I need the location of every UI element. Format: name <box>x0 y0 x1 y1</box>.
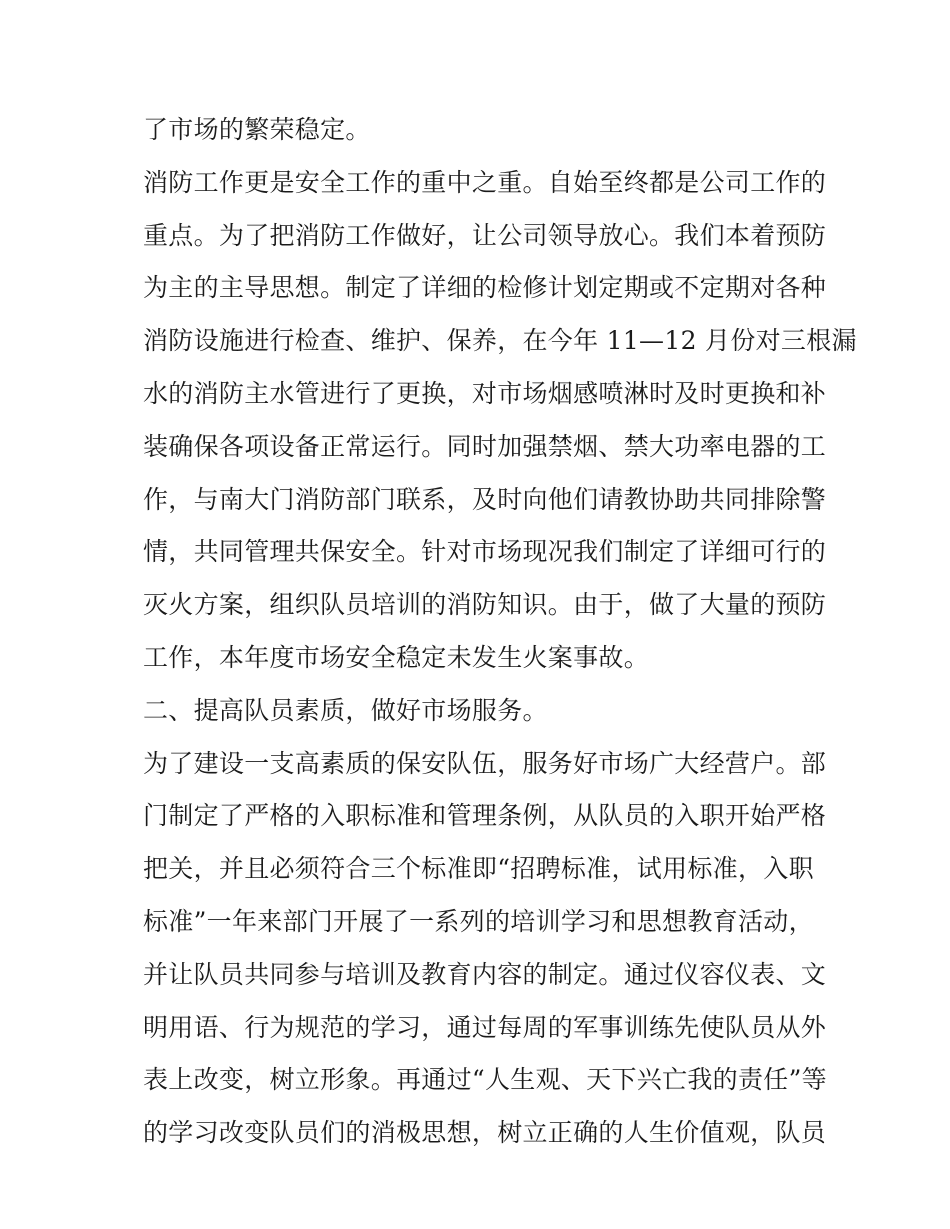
text-line: 工作，本年度市场安全稳定未发生火案事故。 <box>143 642 650 672</box>
text-line: 把关，并且必须符合三个标准即“招聘标准，试用标准，入职 <box>143 854 814 884</box>
text-line: 表上改变，树立形象。再通过“人生观、天下兴亡我的责任”等 <box>143 1065 827 1095</box>
text-line: 并让队员共同参与培训及教育内容的制定。通过仪容仪表、文 <box>143 959 827 989</box>
body-text <box>143 104 857 1160</box>
text-line: 水的消防主水管进行了更换，对市场烟感喷淋时及时更换和补 <box>143 378 827 408</box>
section-heading: 二、提高队员素质，做好市场服务。 <box>143 695 548 725</box>
text-line: 为主的主导思想。制定了详细的检修计划定期或不定期对各种 <box>143 273 827 303</box>
text-line: 作，与南大门消防部门联系，及时向他们请教协助共同排除警 <box>143 484 827 514</box>
text-line: 门制定了严格的入职标准和管理条例，从队员的入职开始严格 <box>143 801 827 831</box>
text-line: 标准”一年来部门开展了一系列的培训学习和思想教育活动， <box>143 906 814 936</box>
text-line: 消防设施进行检查、维护、保养，在今年 11—12 月份对三根漏 <box>143 326 857 356</box>
text-line: 灭火方案，组织队员培训的消防知识。由于，做了大量的预防 <box>143 590 827 620</box>
text-line: 明用语、行为规范的学习，通过每周的军事训练先使队员从外 <box>143 1012 827 1042</box>
text-line: 的学习改变队员们的消极思想，树立正确的人生价值观，队员 <box>143 1118 827 1148</box>
text-line: 装确保各项设备正常运行。同时加强禁烟、禁大功率电器的工 <box>143 431 827 461</box>
text-line: 了市场的繁荣稳定。 <box>143 115 371 144</box>
text-line: 消防工作更是安全工作的重中之重。自始至终都是公司工作的 <box>143 167 827 197</box>
text-line: 重点。为了把消防工作做好，让公司领导放心。我们本着预防 <box>143 220 827 250</box>
text-line: 情，共同管理共保安全。针对市场现况我们制定了详细可行的 <box>143 537 827 567</box>
text-line: 为了建设一支高素质的保安队伍，服务好市场广大经营户。部 <box>143 748 827 778</box>
